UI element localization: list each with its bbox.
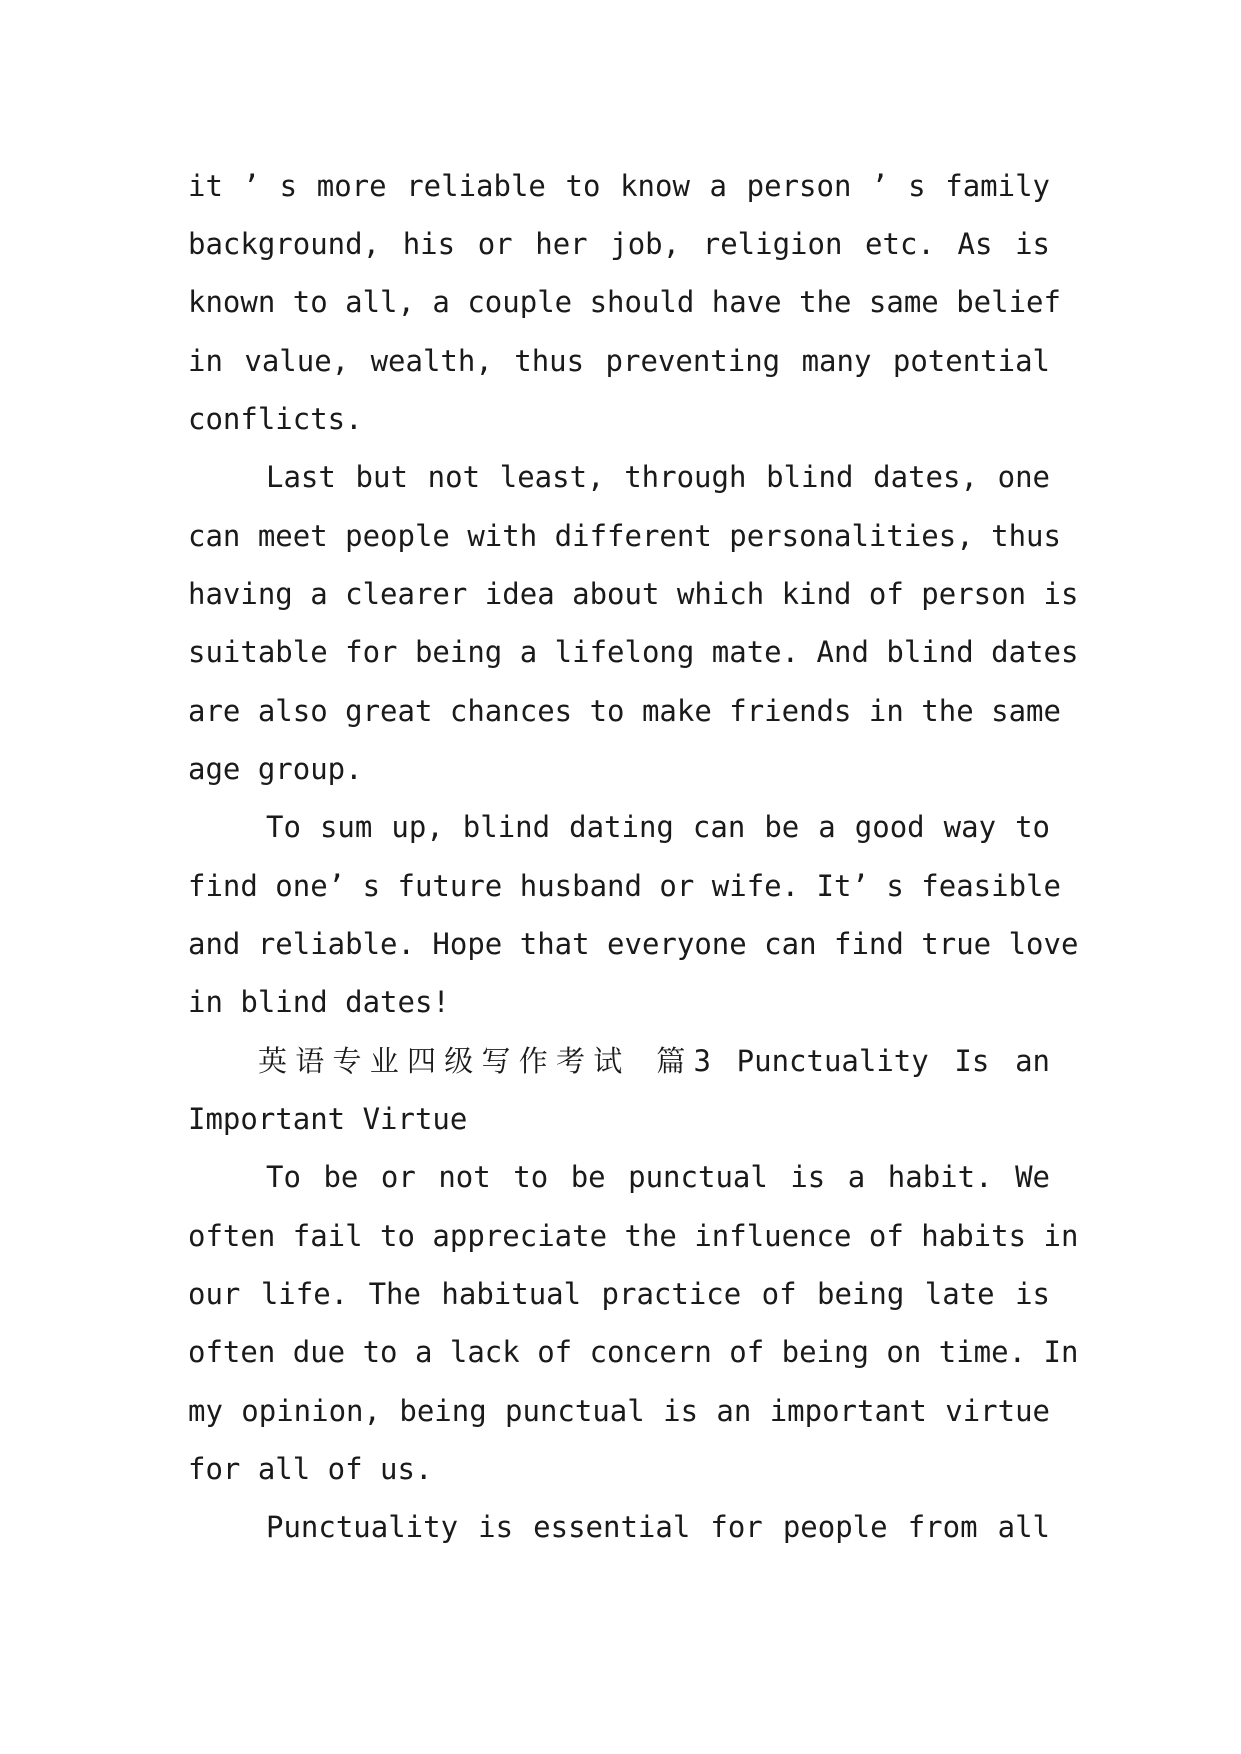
text-line: it ’ s more reliable to know a person ’ s family bbox=[188, 169, 1050, 203]
text-line: having a clearer idea about which kind of person is bbox=[188, 577, 1079, 611]
text-line: background, his or her job, religion etc. As is bbox=[188, 227, 1050, 261]
text-line: conflicts. bbox=[188, 402, 363, 436]
text-line: my opinion, being punctual is an important virtue bbox=[188, 1394, 1050, 1428]
text-line: and reliable. Hope that everyone can find true love bbox=[188, 927, 1079, 961]
section-heading: 英语专业四级写作考试 篇3 Punctuality Is an bbox=[258, 1044, 1050, 1078]
text-line: suitable for being a lifelong mate. And blind dates bbox=[188, 635, 1079, 669]
section-heading-continued: Important Virtue bbox=[188, 1102, 468, 1136]
paragraph-first-line: Punctuality is essential for people from all bbox=[266, 1510, 1050, 1544]
paragraph-first-line: Last but not least, through blind dates, one bbox=[266, 460, 1050, 494]
text-line: are also great chances to make friends in the same bbox=[188, 694, 1061, 728]
text-line: often fail to appreciate the influence of habits in bbox=[188, 1219, 1079, 1253]
text-line: find one’ s future husband or wife. It’ s feasible bbox=[188, 869, 1061, 903]
text-line: often due to a lack of concern of being on time. In bbox=[188, 1335, 1079, 1369]
text-line: age group. bbox=[188, 752, 363, 786]
text-line: in blind dates! bbox=[188, 985, 450, 1019]
text-line: our life. The habitual practice of being late is bbox=[188, 1277, 1050, 1311]
paragraph-first-line: To sum up, blind dating can be a good way to bbox=[266, 810, 1050, 844]
text-line: in value, wealth, thus preventing many potential bbox=[188, 344, 1050, 378]
text-line: can meet people with different personalities, thus bbox=[188, 519, 1061, 553]
paragraph-first-line: To be or not to be punctual is a habit. We bbox=[266, 1160, 1050, 1194]
text-line: for all of us. bbox=[188, 1452, 433, 1486]
text-line: known to all, a couple should have the same belief bbox=[188, 285, 1061, 319]
